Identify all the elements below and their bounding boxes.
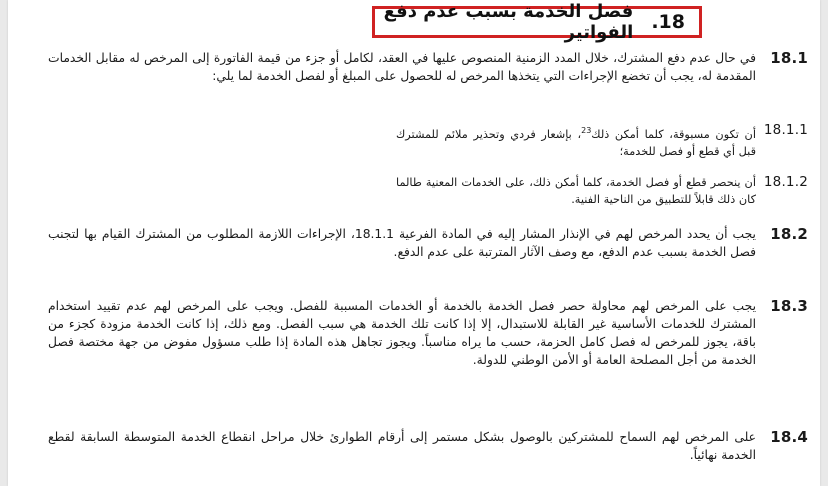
clause-text: يجب على المرخص لهم محاولة حصر فصل الخدمة بالخدمة أو الخدمات المسببة للفصل. ويجب على المرخص لهم عدم تقييد استخدام المشترك للخدمات الأساسية غير القابلة للاستبدال، إلا إذا كانت تلك الخدمة هي سبب الفصل. ومع ذلك، إذا كانت الخدمة مزودة كجزء من باقة، يجوز للمرخص له فصل كامل الحزمة، حسب ما يراه مناسباً. ويجوز تجاهل هذه المادة إذا طلب مسؤول مفوض من جهة مختصة فصل الخدمة من أجل المصلحة العامة أو الأمن الوطني للدولة.: [48, 299, 756, 367]
footnote-ref[interactable]: 23: [581, 126, 592, 135]
clause-text: أن تكون مسبوقة، كلما أمكن ذلك$^{23}$، بإشعار فردي وتحذير ملائم للمشترك قبل أي قطع أو فصل للخدمة؛: [396, 126, 756, 158]
section-heading-box: [372, 1, 702, 43]
clause-number: 18.4: [770, 428, 808, 446]
clause-number: 18.2: [770, 225, 808, 243]
clause-18-1-2: [144, 174, 808, 210]
clause-number: 18.3: [770, 297, 808, 315]
clause-18-3: [20, 297, 808, 413]
clause-text: يجب أن يحدد المرخص لهم في الإنذار المشار إليه في المادة الفرعية 18.1.1، الإجراءات اللازمة المطلوب من المشترك القيام بها لتجنب فصل الخدمة بسبب عدم الدفع، مع وصف الآثار المترتبة على عدم الدفع.: [48, 227, 756, 259]
clause-18-1-1: [144, 122, 808, 158]
document-page: [8, 0, 820, 486]
clause-text: على المرخص لهم السماح للمشتركين بالوصول بشكل مستمر إلى أرقام الطوارئ خلال مراحل انقطاع الخدمة المتوسطة السابقة لقطع الخدمة نهائياً.: [48, 430, 756, 462]
clause-18-1: [20, 49, 808, 109]
section-number: 18.: [651, 11, 685, 33]
clause-18-4: [20, 428, 808, 468]
clause-number: 18.1.2: [763, 174, 808, 190]
clause-text: أن ينحصر قطع أو فصل الخدمة، كلما أمكن ذلك، على الخدمات المعنية طالما كان ذلك قابلاً للتطبيق من الناحية الفنية.: [396, 176, 756, 206]
clause-number: 18.1.1: [763, 122, 808, 138]
clause-text: في حال عدم دفع المشترك، خلال المدد الزمنية المنصوص عليها في العقد، لكامل أو جزء من قيمة الفاتورة إلى المرخص له مقابل الخدمات المقدمة له، يجب أن تخضع الإجراءات التي يتخذها المرخص له للحصول على المبلغ أو لفصل الخدمة لما يلي:: [48, 51, 756, 83]
section-title: فصل الخدمة بسبب عدم دفع الفواتير: [383, 1, 634, 43]
clause-number: 18.1: [770, 49, 808, 67]
clause-18-2: [20, 225, 808, 281]
